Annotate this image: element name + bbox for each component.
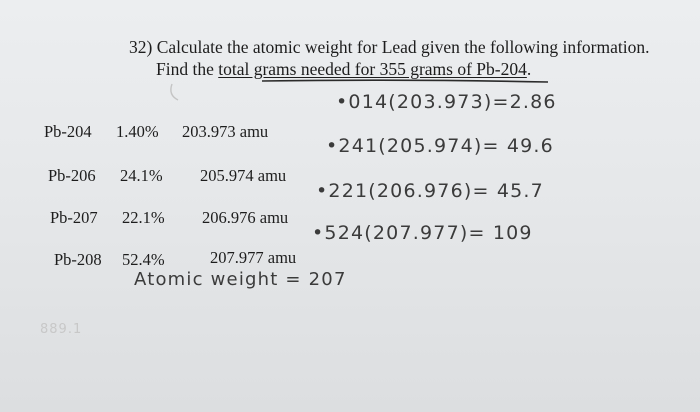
faint-bleed-text: 889.1	[40, 322, 83, 337]
isotope-abundance: 1.40%	[116, 122, 159, 141]
isotope-mass: 203.973 amu	[182, 122, 269, 141]
question-number: 32)	[129, 37, 153, 57]
question-line-2-lead: Find the	[156, 59, 219, 79]
handwritten-calculation: •014(203.973)=2.86	[336, 91, 557, 113]
isotope-name: Pb-207	[50, 208, 98, 227]
isotope-name: Pb-208	[54, 250, 102, 269]
question-line-1: Calculate the atomic weight for Lead given the following information.	[156, 37, 650, 57]
isotope-mass: 207.977 amu	[210, 248, 297, 267]
isotope-name: Pb-206	[48, 166, 96, 185]
handwritten-calculation: •524(207.977)= 109	[312, 222, 533, 244]
faint-check-mark	[171, 84, 178, 100]
handwritten-answer: Atomic weight = 207	[134, 269, 347, 290]
isotope-abundance: 22.1%	[122, 208, 165, 227]
isotope-abundance: 52.4%	[122, 250, 165, 269]
question-line-2-end: .	[526, 59, 532, 79]
isotope-mass: 205.974 amu	[200, 166, 287, 185]
isotope-mass: 206.976 amu	[202, 208, 289, 227]
isotope-abundance: 24.1%	[120, 166, 163, 185]
handwritten-calculation: •221(206.976)= 45.7	[316, 180, 544, 202]
question-line-2-underlined: total grams needed for 355 grams of Pb-204	[218, 59, 527, 79]
pen-underline-mark	[262, 80, 548, 82]
handwritten-calculation: •241(205.974)= 49.6	[326, 135, 554, 157]
isotope-name: Pb-204	[44, 122, 92, 141]
